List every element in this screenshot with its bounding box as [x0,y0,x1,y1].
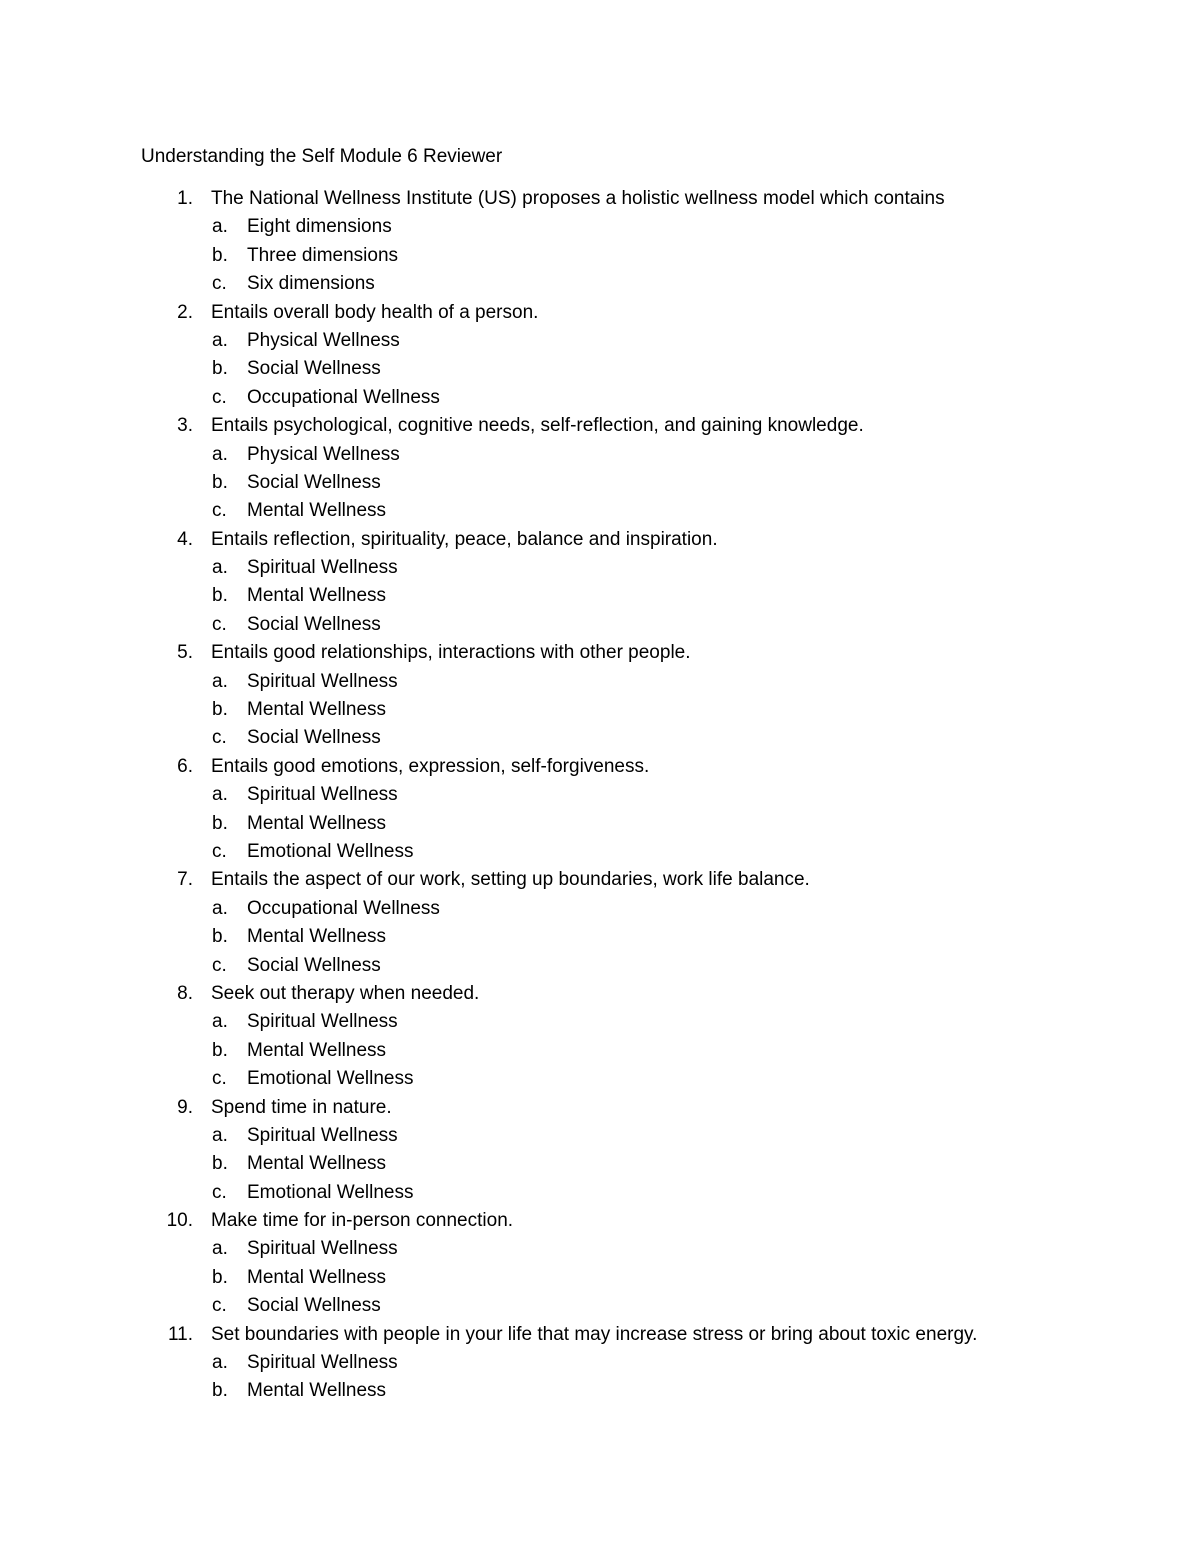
option-text: Social Wellness [247,954,381,976]
question-line [0,185,1200,213]
option-text: Mental Wellness [247,1266,387,1288]
option-letter: a. [212,329,228,351]
option-letter: b. [212,812,228,834]
option-letter: c. [212,954,227,976]
option-letter: a. [212,557,228,579]
option-letter: a. [212,784,228,806]
question-item [0,980,1200,1094]
answer-option [0,611,1200,639]
option-letter: b. [212,1039,228,1061]
option-letter: c. [212,1068,227,1090]
question-text: The National Wellness Institute (US) proposes a holistic wellness model which contains [211,188,945,209]
question-item [0,526,1200,640]
option-text: Social Wellness [247,613,381,635]
document-title: Understanding the Self Module 6 Reviewer [141,146,503,167]
question-number: 10. [166,1210,193,1232]
question-text: Entails overall body health of a person. [211,301,539,323]
option-letter: b. [212,699,228,721]
answer-option [0,355,1200,383]
question-text: Entails psychological, cognitive needs, self-reflection, and gaining knowledge. [211,415,864,437]
option-letter: c. [212,727,227,749]
question-line [0,299,1200,327]
question-number: 4. [177,528,193,550]
option-text: Social Wellness [247,358,381,380]
answer-option [0,1264,1200,1292]
question-text: Seek out therapy when needed. [211,982,480,1004]
option-text: Mental Wellness [247,1380,387,1402]
option-text: Physical Wellness [247,329,400,351]
option-text: Mental Wellness [247,699,387,721]
answer-option [0,1150,1200,1178]
question-line [0,412,1200,440]
question-line [0,1321,1200,1349]
question-line [0,639,1200,667]
option-text: Occupational Wellness [247,386,440,408]
option-letter: b. [212,1380,228,1402]
answer-option [0,1349,1200,1377]
question-item [0,1094,1200,1208]
option-text: Spiritual Wellness [247,1238,398,1260]
option-text: Mental Wellness [247,585,387,607]
question-line [0,866,1200,894]
question-item [0,185,1200,299]
option-text: Mental Wellness [247,1153,387,1175]
answer-option [0,469,1200,497]
answer-option [0,1179,1200,1207]
answer-option [0,838,1200,866]
option-text: Emotional Wellness [247,840,414,862]
option-text: Social Wellness [247,1295,381,1317]
option-text: Mental Wellness [247,500,387,522]
answer-option [0,1377,1200,1405]
question-line [0,753,1200,781]
question-text: Set boundaries with people in your life that may increase stress or bring about toxic energy. [211,1323,978,1345]
option-text: Three dimensions [247,244,399,266]
option-letter: c. [212,500,227,522]
question-line [0,526,1200,554]
question-item [0,1207,1200,1321]
option-text: Spiritual Wellness [247,1124,398,1146]
question-text: Spend time in nature. [211,1096,392,1118]
answer-option [0,923,1200,951]
option-text: Social Wellness [247,727,381,749]
answer-option [0,1235,1200,1263]
option-text: Spiritual Wellness [247,557,398,579]
answer-option [0,1292,1200,1320]
option-letter: a. [212,216,228,238]
question-item [0,1321,1200,1406]
option-letter: b. [212,1153,228,1175]
answer-option [0,384,1200,412]
answer-option [0,441,1200,469]
option-text: Six dimensions [247,273,375,295]
answer-option [0,270,1200,298]
answer-option [0,724,1200,752]
option-letter: c. [212,840,227,862]
question-number: 8. [177,982,193,1004]
option-letter: c. [212,386,227,408]
answer-option [0,696,1200,724]
option-text: Occupational Wellness [247,897,440,919]
option-letter: b. [212,926,228,948]
option-letter: c. [212,613,227,635]
answer-option [0,952,1200,980]
option-letter: a. [212,1011,228,1033]
answer-option [0,668,1200,696]
question-line [0,980,1200,1008]
question-text: Entails the aspect of our work, setting up boundaries, work life balance. [211,869,810,891]
answer-option [0,582,1200,610]
option-text: Social Wellness [247,471,381,493]
option-letter: b. [212,358,228,380]
question-number: 7. [177,869,193,891]
option-text: Emotional Wellness [247,1181,414,1203]
answer-option [0,497,1200,525]
question-number: 9. [177,1096,193,1118]
question-number: 11. [167,1323,193,1345]
question-list [0,185,1200,1406]
question-number: 3. [177,415,193,437]
option-text: Emotional Wellness [247,1068,414,1090]
question-item [0,299,1200,413]
answer-option [0,327,1200,355]
option-letter: b. [212,244,228,266]
option-letter: a. [212,1124,228,1146]
answer-option [0,810,1200,838]
question-item [0,639,1200,753]
option-text: Mental Wellness [247,1039,387,1061]
question-number: 1. [177,188,193,209]
option-text: Spiritual Wellness [247,784,398,806]
question-item [0,753,1200,867]
answer-option [0,781,1200,809]
question-number: 6. [177,755,193,777]
question-text: Entails good relationships, interactions with other people. [211,642,691,664]
option-letter: b. [212,1266,228,1288]
question-text: Make time for in-person connection. [211,1210,514,1232]
answer-option [0,242,1200,270]
answer-option [0,1122,1200,1150]
question-text: Entails good emotions, expression, self-forgiveness. [211,755,650,777]
option-text: Eight dimensions [247,216,392,238]
answer-option [0,213,1200,241]
question-line [0,1207,1200,1235]
answer-option [0,895,1200,923]
option-text: Spiritual Wellness [247,1011,398,1033]
answer-option [0,1065,1200,1093]
option-text: Spiritual Wellness [247,670,398,692]
option-letter: c. [212,273,227,295]
option-letter: b. [212,585,228,607]
option-text: Spiritual Wellness [247,1352,398,1374]
option-letter: a. [212,1352,228,1374]
option-letter: a. [212,443,228,465]
option-letter: a. [212,670,228,692]
option-letter: a. [212,897,228,919]
question-number: 5. [177,642,193,664]
question-number: 2. [177,301,193,323]
answer-option [0,1037,1200,1065]
question-item [0,412,1200,526]
answer-option [0,1008,1200,1036]
question-text: Entails reflection, spirituality, peace, balance and inspiration. [211,528,718,550]
option-letter: c. [212,1181,227,1203]
question-item [0,866,1200,980]
option-text: Mental Wellness [247,812,387,834]
option-text: Mental Wellness [247,926,387,948]
option-letter: b. [212,471,228,493]
option-letter: a. [212,1238,228,1260]
option-text: Physical Wellness [247,443,400,465]
option-letter: c. [212,1295,227,1317]
answer-option [0,554,1200,582]
question-line [0,1094,1200,1122]
